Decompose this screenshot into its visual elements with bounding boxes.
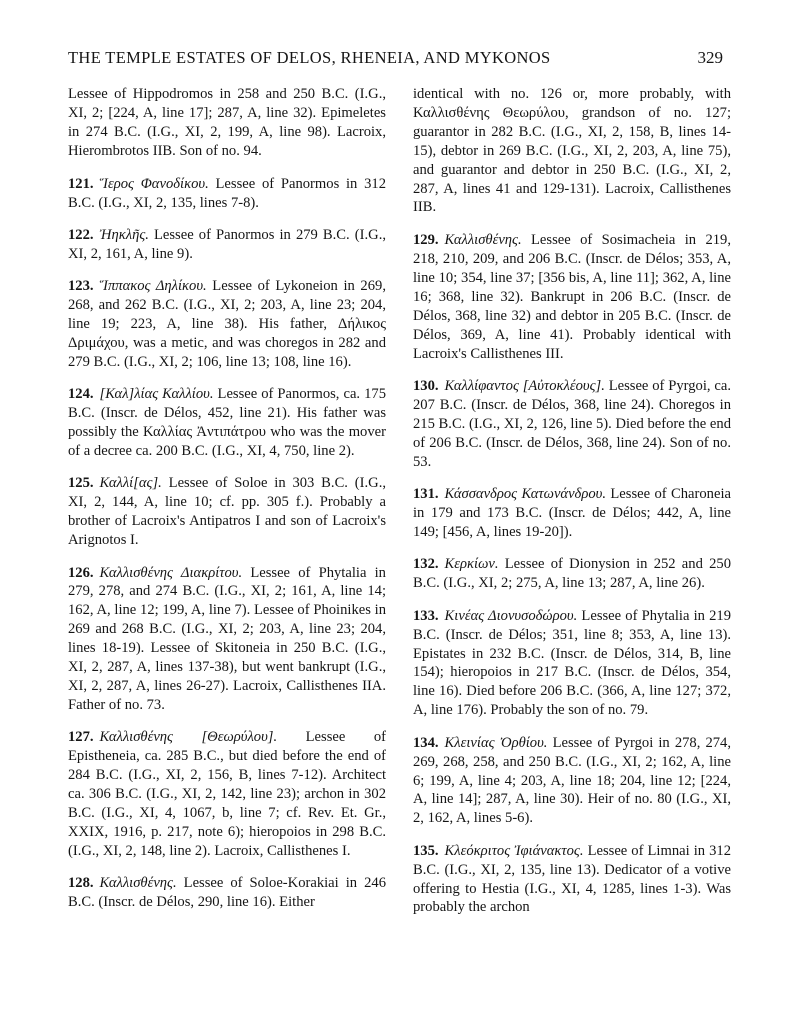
entry-name: Κλεινίας Ὀρθίου. — [444, 734, 548, 751]
entry-number: 122. — [68, 226, 94, 243]
entry-text: identical with no. 126 or, more probably, with Καλλισθένης Θεωρύλου, grandson of no. 127; guarantor in 282 B.C. (I.G., XI, 2, 158, B, lines 14-15), debtor in 269 B.C. (I.G., XI, 2, 203, A, line 75), and guarantor and debtor in 250 B.C. (I.G., XI, 2, 287, A, lines 41 and 129-131). Lacroix, Callisthenes IIB. — [413, 86, 731, 216]
entry-text: Lessee of Panormos, ca. 175 B.C. (Inscr. de Délos, 452, line 21). His father was possibly the Καλλίας Ἀντιπάτρου who was the mover of a decree ca. 200 B.C. (I.G., XI, 4, 750, line 2). — [68, 386, 386, 459]
entry-text: Lessee of Limnai in 312 B.C. (I.G., XI, 2, 135, line 13). Dedicator of a votive offering to Hestia (I.G., XI, 4, 1285, lines 1-3). Was probably the archon — [413, 842, 731, 916]
entry-text: Lessee of Soloe-Korakiai in 246 B.C. (Inscr. de Délos, 290, line 16). Either — [68, 875, 387, 911]
left-column — [68, 85, 386, 925]
entry-name: Κινέας Διονυσοδώρου. — [444, 607, 578, 624]
entry-number: 121. — [68, 175, 94, 192]
right-column — [413, 85, 731, 931]
page-header — [68, 48, 723, 78]
entry-number: 126. — [68, 564, 94, 581]
entry-name: Καλλισθένης. — [99, 875, 177, 892]
entry-131 — [413, 485, 731, 542]
entry-121 — [68, 175, 386, 213]
entry-name: Κάσσανδρος Κατωνάνδρου. — [444, 486, 606, 503]
entry-126 — [68, 564, 386, 715]
entry-number: 133. — [413, 607, 439, 624]
entry-124 — [68, 385, 386, 461]
entry-name: Κερκίων. — [444, 556, 499, 573]
entry-130 — [413, 377, 731, 472]
page-number: 329 — [697, 48, 723, 67]
entry-134 — [413, 734, 731, 829]
entry-123 — [68, 277, 386, 372]
entry-name: Κλεόκριτος Ἰφιάνακτος. — [444, 842, 584, 859]
entry-number: 128. — [68, 875, 94, 892]
entry-text: Lessee of Pyrgoi in 278, 274, 269, 268, 258, and 250 B.C. (I.G., XI, 2; 162, A, line 6; 199, A, line 4; 203, A, line 18; 204, line 12; [224, A, line 14]; 287, A, line 30). Heir of no. 80 (I.G., XI, 2, 162, A, lines 5-6). — [413, 734, 731, 827]
entry-text: Lessee of Dionysion in 252 and 250 B.C. (I.G., XI, 2; 275, A, line 13; 287, A, line 26). — [413, 556, 731, 592]
entry-name: Καλλίφαντος [Αὐτοκλέους]. — [444, 378, 605, 395]
entry-text: Lessee of Panormos in 279 B.C. (I.G., XI, 2, 161, A, line 9). — [68, 226, 386, 262]
entry-text: Lessee of Lykoneion in 269, 268, and 262 B.C. (I.G., XI, 2; 203, A, line 23; 204, line 19; 223, A, line 38). His father, Δήλικος Δριμάχου, was a metic, and was choregos in 282 and 279 B.C. (I.G., XI, 2; 106, line 13; 108, line 16). — [68, 278, 386, 370]
entry-name: Καλλισθένης [Θεωρύλου]. — [99, 729, 278, 746]
entry-text: Lessee of Panormos in 312 B.C. (I.G., XI, 2, 135, lines 7-8). — [68, 175, 386, 211]
entry-133 — [413, 607, 731, 720]
entry-name: Ἵππακος Δηλίκου. — [99, 278, 207, 295]
entry-text: Lessee of Pyrgoi, ca. 207 B.C. (Inscr. de Délos, 368, line 24). Choregos in 215 B.C. (I.G., XI, 2, 126, line 5). Died before the end of 206 B.C. (Inscr. de Délos, 368, line 24). Son of no. 53. — [413, 378, 732, 470]
entry-text: Lessee of Epistheneia, ca. 285 B.C., but died before the end of 284 B.C. (I.G., XI, 2, 156, B, lines 7-12). Architect ca. 306 B.C. (I.G., XI, 2, 142, line 23); archon in 302 B.C. (I.G., XI, 4, 1067, b, line 7; cf. Rev. Et. Gr., XXIX, 1916, p. 217, note 6); hieropoios in 298 B.C. (I.G., XI, 2, 148, line 2). Lacroix, Callisthenes I. — [68, 729, 386, 859]
entry-128 — [68, 874, 386, 912]
entry-text: Lessee of Hippodromos in 258 and 250 B.C. (I.G., XI, 2; [224, A, line 17]; 287, A, line 32). Epimeletes in 274 B.C. (I.G., XI, 2, 199, A, line 98). Lacroix, Hierombrotos IIB. Son of no. 94. — [68, 86, 386, 159]
entry-number: 134. — [413, 734, 439, 751]
entry-number: 127. — [68, 729, 94, 746]
running-title: THE TEMPLE ESTATES OF DELOS, RHENEIA, AND MYKONOS — [68, 48, 551, 67]
entry-text: Lessee of Phytalia in 279, 278, and 274 B.C. (I.G., XI, 2; 161, A, line 14; 162, A, line 12; 199, A, line 7). Lessee of Phoinikes in 269 and 268 B.C. (I.G., XI, 2; 203, A, line 23; 204, lines 18-19). Lessee of Skitoneia in 250 B.C. (I.G., XI, 2, 287, A, lines 137-38), but went bankrupt (I.G., XI, 2, 287, A, lines 26-27). Lacroix, Callisthenes IIA. Father of no. 73. — [68, 564, 386, 713]
entry-number: 125. — [68, 475, 94, 492]
entry-text: Lessee of Soloe in 303 B.C. (I.G., XI, 2, 144, A, line 10; cf. pp. 305 f.). Probably a brother of Lacroix's Antipatros I and son of Lacroix's Arignotos I. — [68, 475, 386, 549]
entry-number: 135. — [413, 842, 439, 859]
entry-name: Καλλισθένης. — [444, 232, 522, 249]
entry-135 — [413, 842, 731, 918]
entry-number: 123. — [68, 278, 94, 295]
entry-text: Lessee of Phytalia in 219 B.C. (Inscr. de Délos; 351, line 8; 353, A, line 13). Epistates in 232 B.C. (Inscr. de Délos, 314, B, line 154); hieropoios in 217 B.C. (Inscr. de Délos, 354, line 16). Died before 206 B.C. (366, A, line 127; 372, A, line 176). Probably the son of no. 79. — [413, 607, 732, 719]
entry-number: 130. — [413, 378, 439, 395]
entry-132 — [413, 555, 731, 593]
entry-number: 129. — [413, 232, 439, 249]
entry-number: 131. — [413, 486, 439, 503]
entry-125 — [68, 474, 386, 550]
entry-127 — [68, 728, 386, 860]
entry-number: 124. — [68, 386, 94, 403]
entry-name: Καλλισθένης Διακρίτου. — [99, 564, 243, 581]
entry-name: Ἵερος Φανοδίκου. — [99, 175, 209, 192]
entry-text: Lessee of Charoneia in 179 and 173 B.C. (Inscr. de Délos; 442, A, line 149; [456, A, lines 19-20]). — [413, 486, 731, 541]
entry-continued — [413, 85, 731, 217]
entry-text: Lessee of Sosimacheia in 219, 218, 210, 209, and 206 B.C. (Inscr. de Délos; 353, A, line 10; 354, line 37; [356 bis, A, line 11]; 362, A, line 16; 368, line 32). Bankrupt in 206 B.C. (Inscr. de Délos, 368, line 32) and debtor in 205 B.C. (Inscr. de Délos, 369, A, line 41). Probably identical with Lacroix's Callisthenes III. — [413, 232, 731, 362]
entry-129 — [413, 231, 731, 363]
entry-name: [Καλ]λίας Καλλίου. — [99, 386, 214, 403]
entry-number: 132. — [413, 556, 439, 573]
entry-continued — [68, 85, 386, 161]
entry-name: Καλλί[ας]. — [99, 475, 162, 492]
entry-name: Ἠηκλῆς. — [99, 226, 149, 243]
entry-122 — [68, 226, 386, 264]
